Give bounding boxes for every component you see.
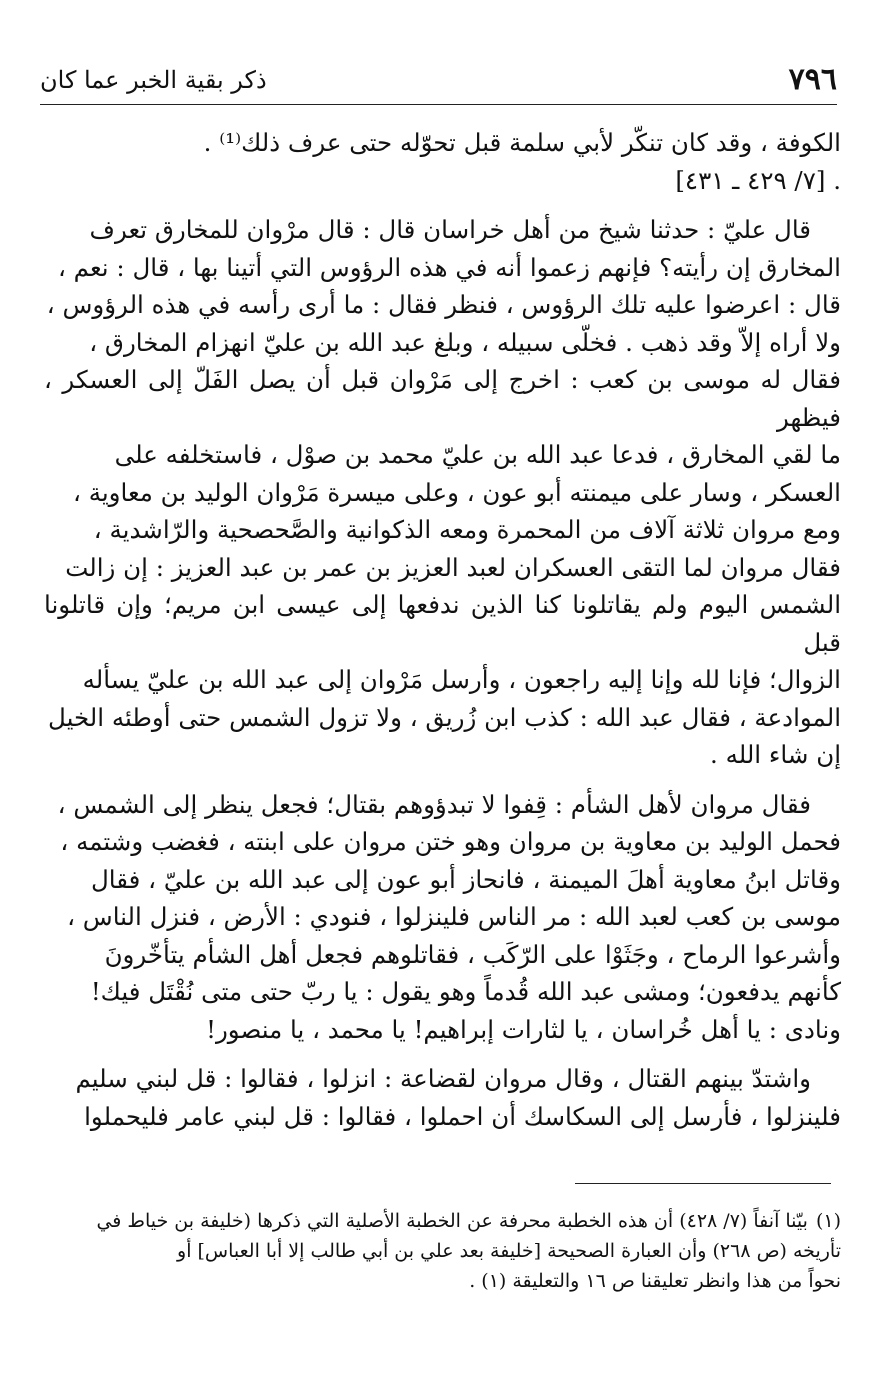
text-line: وأشرعوا الرماح ، وجَثَوْا على الرّكَب ، فقاتلوهم فجعل أهل الشأم يتأخّرونَ [104,939,841,969]
footnote-line: تأريخه (ص ٢٦٨) وأن العبارة الصحيحة [خليفة بعد علي بن أبي طالب إلا أبا العباس] أو [177,1240,841,1262]
text-line: العسكر ، وسار على ميمنته أبو عون ، وعلى ميسرة مَرْوان الوليد بن معاوية ، [73,477,841,507]
text-line: فلينزلوا ، فأرسل إلى السكاسك أن احملوا ، فقالوا : قل لبني عامر فليحملوا [84,1101,841,1131]
text-line: المخارق إن رأيته؟ فإنهم زعموا أنه في هذه الرؤوس التي أتينا بها ، قال : نعم ، [57,252,841,282]
footnote-line: (١)بيّنا آنفاً (٧/ ٤٢٨) أن هذه الخطبة محرفة عن الخطبة الأصلية التي ذكرها (خليفة بن خياط في [96,1210,841,1232]
text-line: الموادعة ، فقال عبد الله : كذب ابن زُريق ، ولا تزول الشمس حتى أوطئه الخيل [48,702,841,732]
text-line: ولا أراه إلاّ وقد ذهب . فخلّى سبيله ، وبلغ عبد الله بن عليّ انهزام المخارق ، [89,327,841,357]
footnotes [44,1206,841,1296]
text-line: ومع مروان ثلاثة آلاف من المحمرة ومعه الذكوانية والصَّحصحية والرّاشدية ، [93,515,841,544]
text-line: ما لقي المخارق ، فدعا عبد الله بن عليّ محمد بن صوْل ، فاستخلفه على [114,440,841,469]
text-line: فقال له موسى بن كعب : اخرج إلى مَرْوان قبل أن يصل الفَلّ إلى العسكر ، فيظهر [44,365,841,432]
text-line: الشمس اليوم ولم يقاتلونا كنا الذين ندفعها إلى عيسى ابن مريم؛ وإن قاتلونا قبل [44,590,841,657]
text-line: واشتدّ بينهم القتال ، وقال مروان لقضاعة : انزلوا ، فقالوا : قل لبني سليم [75,1064,811,1093]
text-line: موسى بن كعب لعبد الله : مر الناس فلينزلوا ، فنودي : الأرض ، فنزل الناس ، [67,902,841,931]
page-header [40,58,837,105]
main-text [44,124,841,1135]
footnote-line: نحواً من هذا وانظر تعليقنا ص ١٦ والتعليقة (١) . [469,1270,841,1292]
running-title: ذكر بقية الخبر عما كان [40,66,267,94]
text-line: وقاتل ابنُ معاوية أهلَ الميمنة ، فانحاز أبو عون إلى عبد الله بن عليّ ، فقال [90,864,841,894]
footnote-number: (١) [815,1210,841,1232]
text-line: فقال مروان لما التقى العسكران لعبد العزيز بن عمر بن عبد العزيز : إن زالت [65,552,841,582]
text-line: كأنهم يدفعون؛ ومشى عبد الله قُدماً وهو يقول : يا ربّ حتى متى نُقْتَل فيك! [90,977,841,1006]
text-line: فقال مروان لأهل الشأم : قِفوا لا تبدؤوهم بقتال؛ فجعل ينظر إلى الشمس ، [57,789,811,819]
footnote-separator [575,1183,831,1184]
text-line: إن شاء الله . [710,740,841,769]
text-line: فحمل الوليد بن معاوية بن مروان وهو ختن مروان على ابنته ، فغضب وشتمه ، [60,827,841,856]
text-line: قال : اعرضوا عليه تلك الرؤوس ، فنظر فقال : ما أرى رأسه في هذه الرؤوس ، [46,290,841,319]
text-line: ونادى : يا أهل خُراسان ، يا لثارات إبراهيم! يا محمد ، يا منصور! [206,1014,841,1044]
citation-line: . [٧/ ٤٢٩ ـ ٤٣١] [675,165,841,195]
page-number: ٧٩٦ [788,62,837,97]
text-line: الكوفة ، وقد كان تنكّر لأبي سلمة قبل تحوّله حتى عرف ذلك⁽¹⁾ . [203,128,841,157]
text-line: الزوال؛ فإنا لله وإنا إليه راجعون ، وأرسل مَرْوان إلى عبد الله بن عليّ يسأله [82,665,841,694]
text-line: قال عليّ : حدثنا شيخ من أهل خراسان قال : قال مرْوان للمخارق تعرف [89,215,811,244]
